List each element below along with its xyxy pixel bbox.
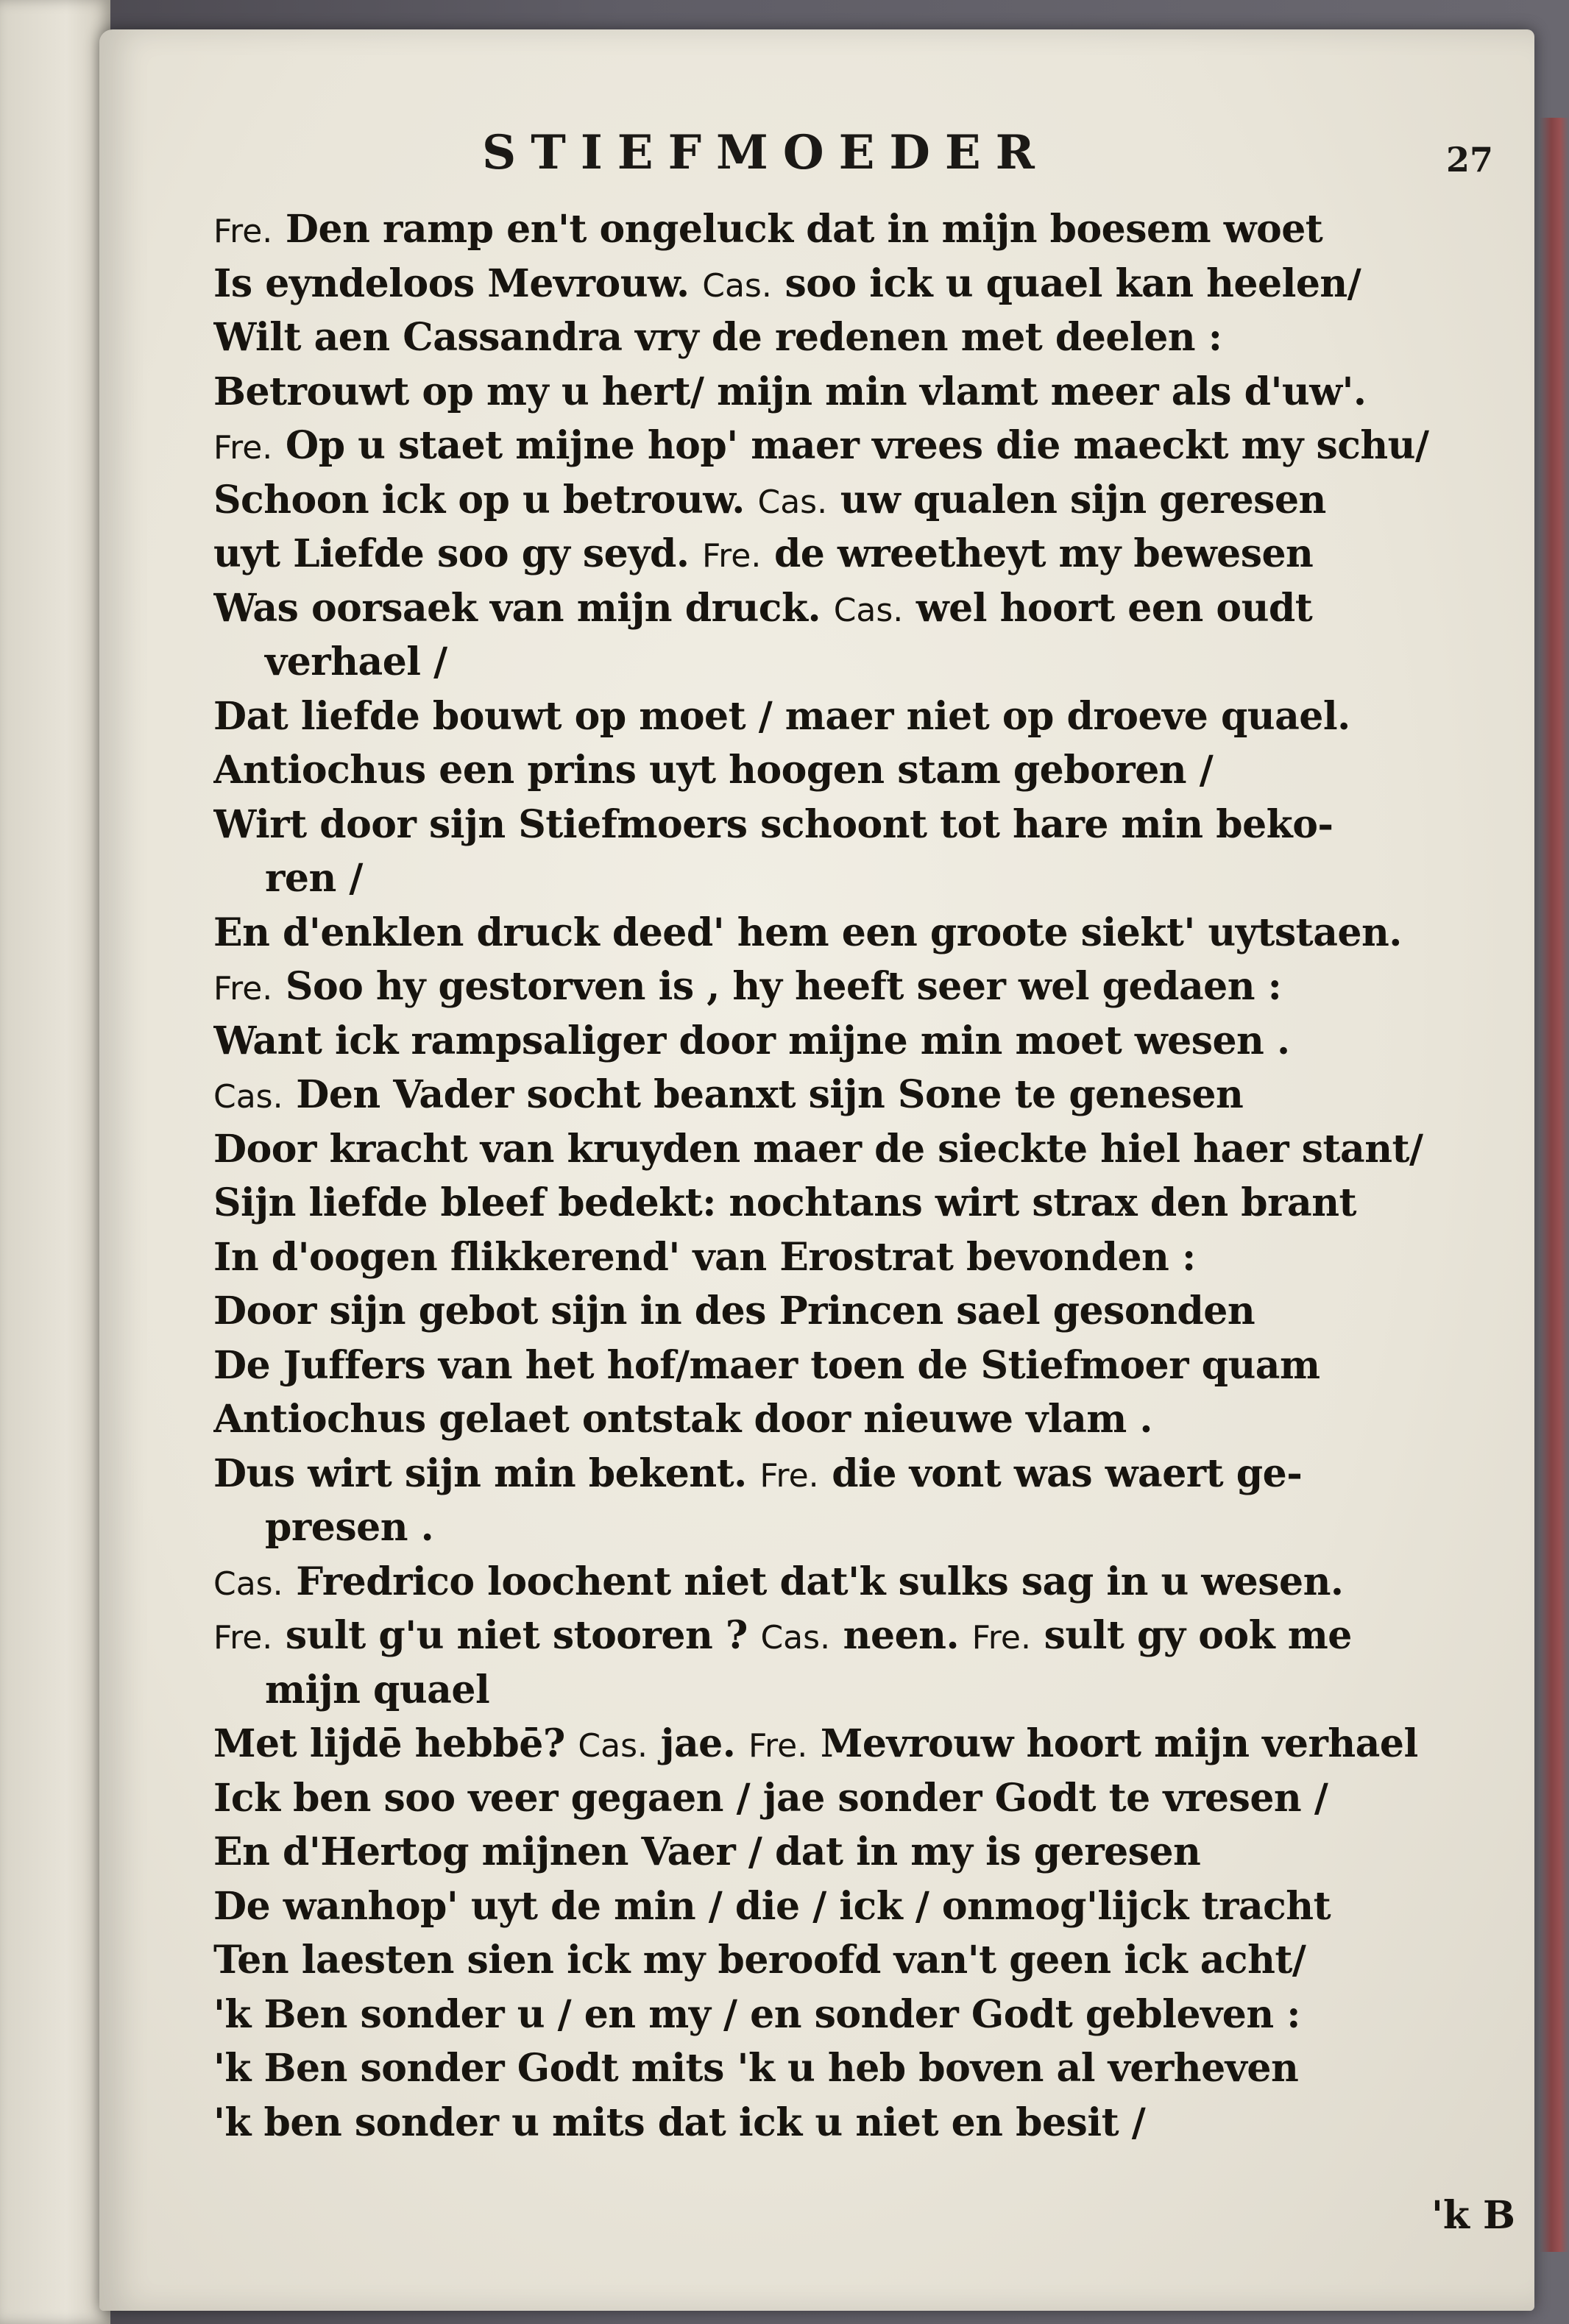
verse-text-segment: Want ick rampsaliger door mijne min moet wesen . (213, 1018, 1290, 1063)
verse-line (213, 1176, 1553, 1230)
verse-text-segment: mijn quael (265, 1667, 490, 1712)
verse-text-segment: wel hoort een oudt (915, 585, 1313, 631)
verse-line (213, 202, 1553, 257)
verse-text (213, 202, 1553, 2150)
verse-line (213, 1447, 1553, 1501)
speaker-label: Cas. (833, 591, 904, 629)
verse-line (213, 1339, 1553, 1393)
verse-text-segment: verhael / (265, 640, 447, 684)
verse-line (213, 1825, 1553, 1880)
verse-text-segment: Schoon ick op u betrouw. (213, 477, 745, 522)
verse-text-segment: Den Vader socht beanxt sijn Sone te genesen (296, 1072, 1244, 1117)
verse-text-segment: De Juffers van het hof/maer toen de Stiefmoer quam (213, 1342, 1320, 1388)
verse-line (213, 1230, 1553, 1285)
verse-text-segment: 'k Ben sonder Godt mits 'k u heb boven al verheven (213, 2046, 1299, 2091)
verse-line (213, 581, 1553, 636)
verse-text-segment: Den ramp en't ongeluck dat in mijn boesem woet (285, 207, 1323, 252)
verse-text-segment: Dus wirt sijn min bekent. (213, 1450, 747, 1496)
verse-line (213, 635, 1553, 690)
verse-text-segment: Wirt door sijn Stiefmoers schoont tot hare min beko- (213, 801, 1334, 847)
verse-text-segment: sult g'u niet stooren ? (285, 1613, 748, 1658)
verse-text-segment: uw qualen sijn geresen (840, 477, 1326, 522)
verse-line (213, 1068, 1553, 1122)
verse-text-segment: uyt Liefde soo gy seyd. (213, 531, 690, 576)
verse-text-segment: Op u staet mijne hop' maer vrees die maeckt my schu/ (285, 423, 1429, 468)
speaker-label: Cas. (213, 1078, 283, 1116)
verse-text-segment: Dat liefde bouwt op moet / maer niet op droeve quael. (213, 693, 1350, 739)
book-page (99, 29, 1534, 2311)
verse-text-segment: Ten laesten sien ick my beroofd van't geen ick acht/ (213, 1938, 1306, 1983)
verse-line (213, 1392, 1553, 1447)
catchword: 'k B (1431, 2193, 1516, 2238)
verse-line (213, 257, 1553, 311)
speaker-label: Cas. (213, 1565, 283, 1603)
verse-text-segment: Sijn liefde bleef bedekt: nochtans wirt strax den brant (213, 1180, 1357, 1225)
verse-line (213, 2041, 1553, 2096)
verse-line (213, 1122, 1553, 1177)
verse-line (213, 1014, 1553, 1069)
verse-line (213, 1933, 1553, 1988)
speaker-label: Fre. (971, 1619, 1031, 1657)
verse-line (213, 1988, 1553, 2042)
verse-text-segment: Soo hy gestorven is , hy heeft seer wel gedaen : (285, 964, 1282, 1009)
verse-text-segment: En d'enklen druck deed' hem een groote siekt' uytstaen. (213, 910, 1402, 955)
verse-text-segment: Antiochus een prins uyt hoogen stam geboren / (213, 748, 1214, 793)
speaker-label: Fre. (213, 213, 273, 250)
verse-text-segment: ren / (265, 856, 363, 901)
speaker-label: Fre. (213, 1619, 273, 1657)
verse-text-segment: Ick ben soo veer gegaen / jae sonder Godt te vresen / (213, 1775, 1328, 1821)
verse-line (213, 1663, 1553, 1718)
running-title: STIEFMOEDER (482, 125, 1049, 180)
verse-text-segment: 'k ben sonder u mits dat ick u niet en besit / (213, 2100, 1146, 2145)
verse-line (213, 1555, 1553, 1609)
verse-line (213, 1501, 1553, 1555)
speaker-label: Cas. (757, 483, 828, 521)
speaker-label: Fre. (213, 429, 273, 467)
speaker-label: Cas. (578, 1727, 648, 1765)
speaker-label: Cas. (702, 266, 772, 305)
verse-line (213, 1880, 1553, 1934)
verse-line (213, 906, 1553, 960)
verse-text-segment: Fredrico loochent niet dat'k sulks sag in u wesen. (296, 1559, 1344, 1604)
speaker-label: Fre. (702, 537, 762, 575)
verse-line (213, 2096, 1553, 2150)
speaker-label: Fre. (748, 1727, 808, 1765)
verse-text-segment: Wilt aen Cassandra vry de redenen met deelen : (213, 315, 1222, 360)
verse-text-segment: presen . (265, 1505, 434, 1550)
verse-line (213, 1771, 1553, 1826)
verse-line (213, 311, 1553, 365)
verse-line (213, 365, 1553, 419)
verse-line (213, 419, 1553, 473)
verse-text-segment: die vont was waert ge- (832, 1450, 1303, 1496)
verse-text-segment: soo ick u quael kan heelen/ (784, 261, 1361, 306)
verse-text-segment: Betrouwt op my u hert/ mijn min vlamt meer als d'uw'. (213, 369, 1367, 414)
verse-text-segment: Door kracht van kruyden maer de sieckte hiel haer stant/ (213, 1126, 1423, 1172)
verse-line (213, 1284, 1553, 1339)
verse-text-segment: In d'oogen flikkerend' van Erostrat bevonden : (213, 1234, 1196, 1280)
verse-text-segment: Is eyndeloos Mevrouw. (213, 261, 690, 306)
verse-text-segment: Door sijn gebot sijn in des Princen sael gesonden (213, 1289, 1255, 1333)
verse-text-segment: 'k Ben sonder u / en my / en sonder Godt gebleven : (213, 1991, 1300, 2037)
verse-text-segment: de wreetheyt my bewesen (773, 531, 1314, 576)
verse-text-segment: De wanhop' uyt de min / die / ick / onmog'lijck tracht (213, 1883, 1331, 1929)
page-number: 27 (1446, 140, 1494, 180)
speaker-label: Fre. (759, 1456, 819, 1495)
verse-line (213, 1717, 1553, 1771)
verse-text-segment: Met lijdē hebbē? (213, 1721, 565, 1766)
verse-text-segment: jae. (660, 1721, 736, 1766)
verse-text-segment: En d'Hertog mijnen Vaer / dat in my is geresen (213, 1829, 1201, 1874)
facing-page-edge (0, 0, 110, 2324)
speaker-label: Fre. (213, 970, 273, 1007)
verse-line (213, 473, 1553, 528)
verse-line (213, 527, 1553, 581)
speaker-label: Cas. (760, 1619, 831, 1657)
verse-line (213, 960, 1553, 1014)
verse-text-segment: Mevrouw hoort mijn verhael (820, 1721, 1418, 1766)
verse-text-segment: neen. (843, 1613, 960, 1658)
verse-line (213, 690, 1553, 744)
verse-line (213, 1609, 1553, 1663)
verse-text-segment: sult gy ook me (1044, 1613, 1352, 1658)
verse-line (213, 851, 1553, 906)
verse-line (213, 743, 1553, 798)
verse-text-segment: Was oorsaek van mijn druck. (213, 585, 821, 631)
verse-line (213, 798, 1553, 852)
verse-text-segment: Antiochus gelaet ontstak door nieuwe vlam . (213, 1397, 1153, 1442)
